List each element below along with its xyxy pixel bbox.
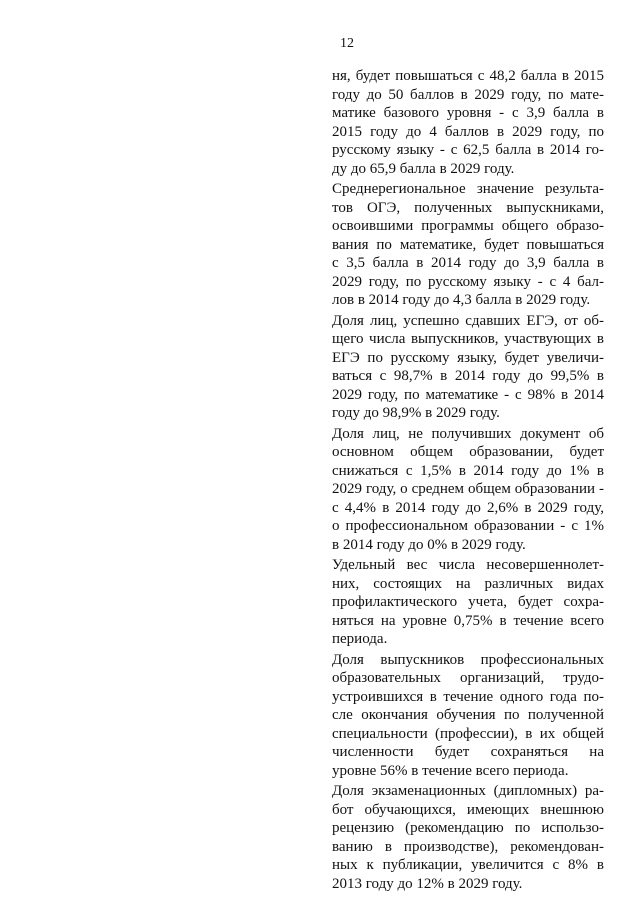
text-line: периода.: [332, 631, 388, 647]
text-line: 2013 году до 12% в 2029 году.: [332, 875, 523, 892]
text-line: ЕГЭ по русскому языку, будет увеличи-: [332, 349, 604, 366]
text-line: 2029 году, по математике - с 98% в 2014: [332, 386, 604, 403]
text-line: них, состоящих на различных видах: [332, 575, 604, 592]
text-line: Среднерегиональное значение результа-: [332, 181, 604, 197]
text-line: Доля лиц, не получивших документ об: [332, 425, 604, 442]
document-body: [332, 67, 604, 893]
text-line: вания по математике, будет повышаться: [332, 236, 604, 253]
page-number: 12: [340, 36, 354, 51]
text-line: Доля лиц, успешно сдавших ЕГЭ, от об-: [332, 312, 604, 329]
paragraph: [332, 651, 604, 781]
text-line: щего числа выпускников, участвующих в: [332, 331, 604, 347]
text-line: численности будет сохраняться на: [332, 744, 604, 760]
text-line: 2029 году, по русскому языку - с 4 бал-: [332, 273, 604, 290]
text-line: с 3,5 балла в 2014 году до 3,9 балла в: [332, 255, 604, 271]
text-line: о профессиональном образовании - с 1%: [332, 518, 604, 534]
text-line: профилактического учета, будет сохра-: [332, 594, 604, 610]
text-line: году до 98,9% в 2029 году.: [332, 405, 500, 421]
paragraph: [332, 425, 604, 555]
paragraph: [332, 67, 604, 178]
paragraph: [332, 556, 604, 649]
paragraph: [332, 312, 604, 423]
text-line: уровне 56% в течение всего периода.: [332, 762, 569, 779]
text-line: бот обучающихся, имеющих внешнюю: [332, 801, 604, 818]
text-line: ня, будет повышаться с 48,2 балла в 2015: [332, 68, 604, 84]
text-line: Доля экзаменационных (дипломных) ра-: [332, 783, 604, 799]
text-line: рецензию (рекомендацию по использо-: [332, 820, 604, 836]
text-line: ванию в производстве), рекомендован-: [332, 838, 604, 855]
text-line: 2015 году до 4 баллов в 2029 году, по: [332, 123, 604, 140]
text-line: ваться с 98,7% в 2014 году до 99,5% в: [332, 368, 604, 384]
text-line: ду до 65,9 балла в 2029 году.: [332, 160, 515, 177]
text-line: 2029 году, о среднем общем образовании -: [332, 481, 604, 497]
paragraph: [332, 782, 604, 893]
text-line: ных к публикации, увеличится с 8% в: [332, 857, 604, 873]
text-line: лов в 2014 году до 4,3 балла в 2029 году.: [332, 292, 591, 308]
text-line: с 4,4% в 2014 году до 2,6% в 2029 году,: [332, 499, 604, 516]
text-line: тов ОГЭ, полученных выпускниками,: [332, 199, 604, 216]
text-line: Удельный вес числа несовершеннолет-: [332, 557, 604, 573]
text-line: Доля выпускников профессиональных: [332, 651, 604, 668]
text-line: няться на уровне 0,75% в течение всего: [332, 612, 604, 629]
text-line: русскому языку - с 62,5 балла в 2014 го-: [332, 142, 604, 158]
text-line: основном общем образовании, будет: [332, 444, 604, 460]
paragraph: [332, 180, 604, 310]
text-line: сле окончания обучения по полученной: [332, 707, 604, 723]
text-line: в 2014 году до 0% в 2029 году.: [332, 536, 526, 553]
text-line: специальности (профессии), в их общей: [332, 725, 604, 742]
text-line: освоившими программы общего образо-: [332, 218, 604, 234]
text-line: году до 50 баллов в 2029 году, по мате-: [332, 86, 604, 103]
text-line: образовательных организаций, трудо-: [332, 670, 604, 686]
text-line: устроившихся в течение одного года по-: [332, 688, 604, 705]
text-line: снижаться с 1,5% в 2014 году до 1% в: [332, 462, 604, 479]
text-line: матике базового уровня - с 3,9 балла в: [332, 105, 604, 121]
